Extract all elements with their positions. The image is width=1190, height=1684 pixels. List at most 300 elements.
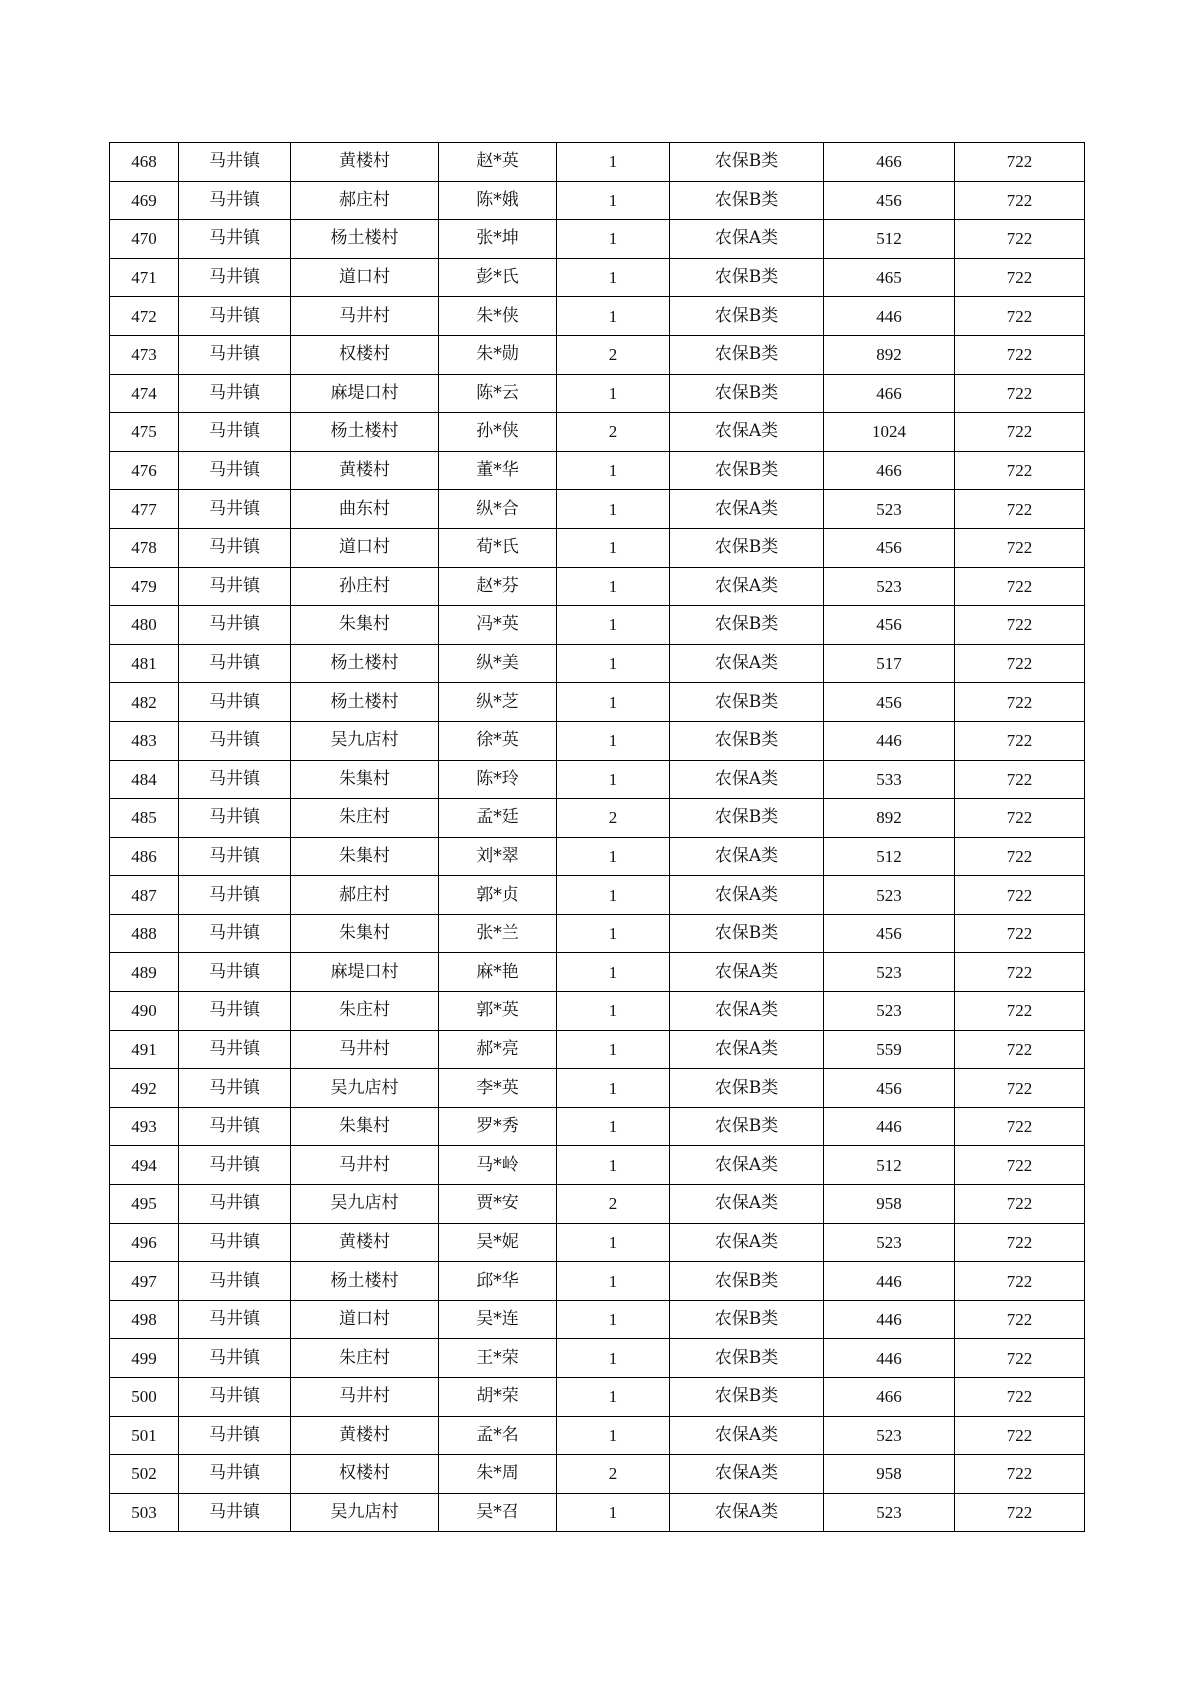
town-cell: 马井镇 xyxy=(179,1262,291,1301)
table-row xyxy=(110,1378,1085,1417)
table-row xyxy=(110,1185,1085,1224)
standard-cell: 722 xyxy=(955,953,1085,992)
amount-cell: 517 xyxy=(824,644,955,683)
household-size-cell: 1 xyxy=(557,567,670,606)
household-size-cell: 1 xyxy=(557,1146,670,1185)
category-cell: 农保A类 xyxy=(670,1455,824,1494)
town-cell: 马井镇 xyxy=(179,1069,291,1108)
amount-cell: 523 xyxy=(824,567,955,606)
name-cell: 陈*云 xyxy=(439,374,557,413)
amount-cell: 512 xyxy=(824,220,955,259)
name-cell: 荀*氏 xyxy=(439,528,557,567)
table-row xyxy=(110,799,1085,838)
household-size-cell: 1 xyxy=(557,606,670,645)
amount-cell: 523 xyxy=(824,490,955,529)
amount-cell: 466 xyxy=(824,143,955,182)
serial-number-cell: 486 xyxy=(110,837,179,876)
village-cell: 郝庄村 xyxy=(291,181,439,220)
village-cell: 吴九店村 xyxy=(291,1185,439,1224)
household-size-cell: 1 xyxy=(557,1223,670,1262)
standard-cell: 722 xyxy=(955,1493,1085,1532)
serial-number-cell: 485 xyxy=(110,799,179,838)
table-row xyxy=(110,1493,1085,1532)
standard-cell: 722 xyxy=(955,1107,1085,1146)
table-row xyxy=(110,490,1085,529)
category-cell: 农保A类 xyxy=(670,1030,824,1069)
village-cell: 朱集村 xyxy=(291,760,439,799)
category-cell: 农保A类 xyxy=(670,1146,824,1185)
serial-number-cell: 469 xyxy=(110,181,179,220)
category-cell: 农保A类 xyxy=(670,1185,824,1224)
serial-number-cell: 489 xyxy=(110,953,179,992)
name-cell: 吴*连 xyxy=(439,1300,557,1339)
amount-cell: 446 xyxy=(824,1262,955,1301)
serial-number-cell: 476 xyxy=(110,451,179,490)
standard-cell: 722 xyxy=(955,799,1085,838)
category-cell: 农保B类 xyxy=(670,1069,824,1108)
village-cell: 杨土楼村 xyxy=(291,644,439,683)
serial-number-cell: 495 xyxy=(110,1185,179,1224)
town-cell: 马井镇 xyxy=(179,1185,291,1224)
town-cell: 马井镇 xyxy=(179,1146,291,1185)
standard-cell: 722 xyxy=(955,567,1085,606)
category-cell: 农保A类 xyxy=(670,413,824,452)
town-cell: 马井镇 xyxy=(179,143,291,182)
village-cell: 道口村 xyxy=(291,528,439,567)
name-cell: 王*荣 xyxy=(439,1339,557,1378)
town-cell: 马井镇 xyxy=(179,528,291,567)
category-cell: 农保B类 xyxy=(670,1339,824,1378)
household-size-cell: 1 xyxy=(557,1300,670,1339)
town-cell: 马井镇 xyxy=(179,1378,291,1417)
category-cell: 农保B类 xyxy=(670,914,824,953)
village-cell: 马井村 xyxy=(291,1378,439,1417)
name-cell: 张*坤 xyxy=(439,220,557,259)
category-cell: 农保B类 xyxy=(670,1262,824,1301)
category-cell: 农保B类 xyxy=(670,451,824,490)
village-cell: 道口村 xyxy=(291,258,439,297)
amount-cell: 466 xyxy=(824,1378,955,1417)
amount-cell: 456 xyxy=(824,528,955,567)
table-row xyxy=(110,1455,1085,1494)
name-cell: 纵*美 xyxy=(439,644,557,683)
amount-cell: 446 xyxy=(824,1300,955,1339)
household-size-cell: 1 xyxy=(557,837,670,876)
serial-number-cell: 488 xyxy=(110,914,179,953)
name-cell: 赵*英 xyxy=(439,143,557,182)
village-cell: 吴九店村 xyxy=(291,1493,439,1532)
household-size-cell: 1 xyxy=(557,914,670,953)
table-row xyxy=(110,220,1085,259)
standard-cell: 722 xyxy=(955,1069,1085,1108)
category-cell: 农保B类 xyxy=(670,374,824,413)
name-cell: 马*岭 xyxy=(439,1146,557,1185)
village-cell: 马井村 xyxy=(291,1030,439,1069)
household-size-cell: 1 xyxy=(557,490,670,529)
household-size-cell: 1 xyxy=(557,1069,670,1108)
category-cell: 农保B类 xyxy=(670,335,824,374)
town-cell: 马井镇 xyxy=(179,799,291,838)
name-cell: 纵*芝 xyxy=(439,683,557,722)
amount-cell: 446 xyxy=(824,1107,955,1146)
table-row xyxy=(110,1223,1085,1262)
village-cell: 吴九店村 xyxy=(291,721,439,760)
town-cell: 马井镇 xyxy=(179,1339,291,1378)
amount-cell: 512 xyxy=(824,837,955,876)
household-size-cell: 1 xyxy=(557,1030,670,1069)
village-cell: 曲东村 xyxy=(291,490,439,529)
standard-cell: 722 xyxy=(955,914,1085,953)
table-row xyxy=(110,953,1085,992)
table-row xyxy=(110,1262,1085,1301)
name-cell: 郭*英 xyxy=(439,992,557,1031)
village-cell: 朱集村 xyxy=(291,606,439,645)
serial-number-cell: 471 xyxy=(110,258,179,297)
household-size-cell: 1 xyxy=(557,644,670,683)
serial-number-cell: 473 xyxy=(110,335,179,374)
village-cell: 黄楼村 xyxy=(291,451,439,490)
village-cell: 杨土楼村 xyxy=(291,220,439,259)
category-cell: 农保B类 xyxy=(670,1300,824,1339)
table-row xyxy=(110,335,1085,374)
household-size-cell: 1 xyxy=(557,1416,670,1455)
serial-number-cell: 487 xyxy=(110,876,179,915)
serial-number-cell: 472 xyxy=(110,297,179,336)
amount-cell: 466 xyxy=(824,374,955,413)
standard-cell: 722 xyxy=(955,1223,1085,1262)
amount-cell: 892 xyxy=(824,335,955,374)
town-cell: 马井镇 xyxy=(179,606,291,645)
category-cell: 农保B类 xyxy=(670,1378,824,1417)
serial-number-cell: 479 xyxy=(110,567,179,606)
serial-number-cell: 470 xyxy=(110,220,179,259)
amount-cell: 523 xyxy=(824,992,955,1031)
name-cell: 刘*翠 xyxy=(439,837,557,876)
serial-number-cell: 474 xyxy=(110,374,179,413)
standard-cell: 722 xyxy=(955,1146,1085,1185)
name-cell: 朱*勋 xyxy=(439,335,557,374)
standard-cell: 722 xyxy=(955,683,1085,722)
serial-number-cell: 482 xyxy=(110,683,179,722)
table-row xyxy=(110,1146,1085,1185)
table-row xyxy=(110,683,1085,722)
town-cell: 马井镇 xyxy=(179,1030,291,1069)
household-size-cell: 1 xyxy=(557,374,670,413)
table-row xyxy=(110,1069,1085,1108)
name-cell: 郭*贞 xyxy=(439,876,557,915)
household-size-cell: 2 xyxy=(557,335,670,374)
village-cell: 吴九店村 xyxy=(291,1069,439,1108)
name-cell: 赵*芬 xyxy=(439,567,557,606)
amount-cell: 456 xyxy=(824,914,955,953)
category-cell: 农保A类 xyxy=(670,876,824,915)
table-row xyxy=(110,181,1085,220)
allowance-table xyxy=(109,142,1085,1532)
serial-number-cell: 484 xyxy=(110,760,179,799)
household-size-cell: 1 xyxy=(557,1262,670,1301)
town-cell: 马井镇 xyxy=(179,181,291,220)
serial-number-cell: 499 xyxy=(110,1339,179,1378)
standard-cell: 722 xyxy=(955,721,1085,760)
village-cell: 马井村 xyxy=(291,1146,439,1185)
serial-number-cell: 498 xyxy=(110,1300,179,1339)
standard-cell: 722 xyxy=(955,837,1085,876)
serial-number-cell: 480 xyxy=(110,606,179,645)
category-cell: 农保A类 xyxy=(670,1416,824,1455)
village-cell: 杨土楼村 xyxy=(291,683,439,722)
standard-cell: 722 xyxy=(955,181,1085,220)
name-cell: 纵*合 xyxy=(439,490,557,529)
village-cell: 杨土楼村 xyxy=(291,1262,439,1301)
household-size-cell: 1 xyxy=(557,1378,670,1417)
town-cell: 马井镇 xyxy=(179,451,291,490)
town-cell: 马井镇 xyxy=(179,953,291,992)
standard-cell: 722 xyxy=(955,876,1085,915)
category-cell: 农保A类 xyxy=(670,220,824,259)
table-row xyxy=(110,1339,1085,1378)
name-cell: 罗*秀 xyxy=(439,1107,557,1146)
table-row xyxy=(110,413,1085,452)
town-cell: 马井镇 xyxy=(179,1107,291,1146)
name-cell: 孙*侠 xyxy=(439,413,557,452)
amount-cell: 523 xyxy=(824,1493,955,1532)
standard-cell: 722 xyxy=(955,451,1085,490)
amount-cell: 446 xyxy=(824,1339,955,1378)
serial-number-cell: 496 xyxy=(110,1223,179,1262)
name-cell: 彭*氏 xyxy=(439,258,557,297)
name-cell: 朱*侠 xyxy=(439,297,557,336)
category-cell: 农保A类 xyxy=(670,953,824,992)
category-cell: 农保A类 xyxy=(670,837,824,876)
amount-cell: 523 xyxy=(824,876,955,915)
serial-number-cell: 478 xyxy=(110,528,179,567)
table-row xyxy=(110,451,1085,490)
serial-number-cell: 502 xyxy=(110,1455,179,1494)
village-cell: 杨土楼村 xyxy=(291,413,439,452)
amount-cell: 446 xyxy=(824,297,955,336)
name-cell: 邱*华 xyxy=(439,1262,557,1301)
serial-number-cell: 497 xyxy=(110,1262,179,1301)
standard-cell: 722 xyxy=(955,1185,1085,1224)
table-body xyxy=(110,143,1085,1532)
name-cell: 孟*廷 xyxy=(439,799,557,838)
household-size-cell: 1 xyxy=(557,258,670,297)
standard-cell: 722 xyxy=(955,644,1085,683)
standard-cell: 722 xyxy=(955,220,1085,259)
village-cell: 麻堤口村 xyxy=(291,374,439,413)
category-cell: 农保A类 xyxy=(670,1493,824,1532)
table-row xyxy=(110,374,1085,413)
standard-cell: 722 xyxy=(955,374,1085,413)
standard-cell: 722 xyxy=(955,1455,1085,1494)
name-cell: 朱*周 xyxy=(439,1455,557,1494)
town-cell: 马井镇 xyxy=(179,837,291,876)
amount-cell: 958 xyxy=(824,1455,955,1494)
name-cell: 麻*艳 xyxy=(439,953,557,992)
category-cell: 农保B类 xyxy=(670,606,824,645)
name-cell: 陈*玲 xyxy=(439,760,557,799)
name-cell: 徐*英 xyxy=(439,721,557,760)
village-cell: 马井村 xyxy=(291,297,439,336)
household-size-cell: 1 xyxy=(557,297,670,336)
village-cell: 黄楼村 xyxy=(291,1416,439,1455)
town-cell: 马井镇 xyxy=(179,374,291,413)
amount-cell: 559 xyxy=(824,1030,955,1069)
standard-cell: 722 xyxy=(955,297,1085,336)
household-size-cell: 1 xyxy=(557,721,670,760)
amount-cell: 456 xyxy=(824,606,955,645)
town-cell: 马井镇 xyxy=(179,413,291,452)
standard-cell: 722 xyxy=(955,1339,1085,1378)
village-cell: 孙庄村 xyxy=(291,567,439,606)
table-row xyxy=(110,567,1085,606)
household-size-cell: 2 xyxy=(557,1185,670,1224)
household-size-cell: 2 xyxy=(557,413,670,452)
name-cell: 郝*亮 xyxy=(439,1030,557,1069)
category-cell: 农保A类 xyxy=(670,760,824,799)
town-cell: 马井镇 xyxy=(179,914,291,953)
category-cell: 农保B类 xyxy=(670,721,824,760)
serial-number-cell: 492 xyxy=(110,1069,179,1108)
village-cell: 朱庄村 xyxy=(291,799,439,838)
amount-cell: 523 xyxy=(824,1416,955,1455)
amount-cell: 446 xyxy=(824,721,955,760)
serial-number-cell: 501 xyxy=(110,1416,179,1455)
table-row xyxy=(110,606,1085,645)
town-cell: 马井镇 xyxy=(179,683,291,722)
amount-cell: 465 xyxy=(824,258,955,297)
amount-cell: 892 xyxy=(824,799,955,838)
amount-cell: 523 xyxy=(824,953,955,992)
serial-number-cell: 490 xyxy=(110,992,179,1031)
town-cell: 马井镇 xyxy=(179,258,291,297)
table-row xyxy=(110,644,1085,683)
name-cell: 吴*妮 xyxy=(439,1223,557,1262)
household-size-cell: 1 xyxy=(557,1339,670,1378)
name-cell: 冯*英 xyxy=(439,606,557,645)
village-cell: 郝庄村 xyxy=(291,876,439,915)
name-cell: 李*英 xyxy=(439,1069,557,1108)
standard-cell: 722 xyxy=(955,760,1085,799)
category-cell: 农保B类 xyxy=(670,799,824,838)
standard-cell: 722 xyxy=(955,606,1085,645)
standard-cell: 722 xyxy=(955,335,1085,374)
household-size-cell: 1 xyxy=(557,992,670,1031)
village-cell: 朱集村 xyxy=(291,837,439,876)
name-cell: 贾*安 xyxy=(439,1185,557,1224)
village-cell: 麻堤口村 xyxy=(291,953,439,992)
village-cell: 黄楼村 xyxy=(291,1223,439,1262)
amount-cell: 958 xyxy=(824,1185,955,1224)
standard-cell: 722 xyxy=(955,1378,1085,1417)
table-row xyxy=(110,1107,1085,1146)
table-row xyxy=(110,992,1085,1031)
serial-number-cell: 475 xyxy=(110,413,179,452)
table-row xyxy=(110,914,1085,953)
household-size-cell: 2 xyxy=(557,799,670,838)
table-row xyxy=(110,143,1085,182)
town-cell: 马井镇 xyxy=(179,335,291,374)
name-cell: 董*华 xyxy=(439,451,557,490)
table-row xyxy=(110,258,1085,297)
town-cell: 马井镇 xyxy=(179,721,291,760)
town-cell: 马井镇 xyxy=(179,490,291,529)
category-cell: 农保B类 xyxy=(670,181,824,220)
town-cell: 马井镇 xyxy=(179,992,291,1031)
village-cell: 朱庄村 xyxy=(291,992,439,1031)
table-row xyxy=(110,297,1085,336)
town-cell: 马井镇 xyxy=(179,876,291,915)
serial-number-cell: 503 xyxy=(110,1493,179,1532)
village-cell: 黄楼村 xyxy=(291,143,439,182)
town-cell: 马井镇 xyxy=(179,1455,291,1494)
category-cell: 农保A类 xyxy=(670,1223,824,1262)
amount-cell: 512 xyxy=(824,1146,955,1185)
name-cell: 陈*娥 xyxy=(439,181,557,220)
category-cell: 农保B类 xyxy=(670,258,824,297)
village-cell: 朱集村 xyxy=(291,1107,439,1146)
amount-cell: 456 xyxy=(824,683,955,722)
table-row xyxy=(110,1416,1085,1455)
town-cell: 马井镇 xyxy=(179,1300,291,1339)
household-size-cell: 2 xyxy=(557,1455,670,1494)
town-cell: 马井镇 xyxy=(179,1416,291,1455)
name-cell: 孟*名 xyxy=(439,1416,557,1455)
town-cell: 马井镇 xyxy=(179,644,291,683)
household-size-cell: 1 xyxy=(557,181,670,220)
table-row xyxy=(110,1030,1085,1069)
household-size-cell: 1 xyxy=(557,220,670,259)
amount-cell: 456 xyxy=(824,1069,955,1108)
category-cell: 农保A类 xyxy=(670,644,824,683)
town-cell: 马井镇 xyxy=(179,760,291,799)
household-size-cell: 1 xyxy=(557,760,670,799)
standard-cell: 722 xyxy=(955,1030,1085,1069)
standard-cell: 722 xyxy=(955,1416,1085,1455)
serial-number-cell: 500 xyxy=(110,1378,179,1417)
amount-cell: 1024 xyxy=(824,413,955,452)
category-cell: 农保B类 xyxy=(670,1107,824,1146)
standard-cell: 722 xyxy=(955,413,1085,452)
table-row xyxy=(110,760,1085,799)
serial-number-cell: 477 xyxy=(110,490,179,529)
standard-cell: 722 xyxy=(955,258,1085,297)
town-cell: 马井镇 xyxy=(179,220,291,259)
category-cell: 农保B类 xyxy=(670,297,824,336)
category-cell: 农保B类 xyxy=(670,528,824,567)
name-cell: 张*兰 xyxy=(439,914,557,953)
serial-number-cell: 483 xyxy=(110,721,179,760)
serial-number-cell: 481 xyxy=(110,644,179,683)
household-size-cell: 1 xyxy=(557,1493,670,1532)
table-row xyxy=(110,721,1085,760)
household-size-cell: 1 xyxy=(557,451,670,490)
standard-cell: 722 xyxy=(955,1300,1085,1339)
standard-cell: 722 xyxy=(955,992,1085,1031)
table-row xyxy=(110,1300,1085,1339)
category-cell: 农保B类 xyxy=(670,143,824,182)
category-cell: 农保A类 xyxy=(670,567,824,606)
amount-cell: 523 xyxy=(824,1223,955,1262)
household-size-cell: 1 xyxy=(557,143,670,182)
standard-cell: 722 xyxy=(955,143,1085,182)
village-cell: 朱庄村 xyxy=(291,1339,439,1378)
household-size-cell: 1 xyxy=(557,953,670,992)
category-cell: 农保B类 xyxy=(670,683,824,722)
table-row xyxy=(110,837,1085,876)
name-cell: 胡*荣 xyxy=(439,1378,557,1417)
standard-cell: 722 xyxy=(955,490,1085,529)
